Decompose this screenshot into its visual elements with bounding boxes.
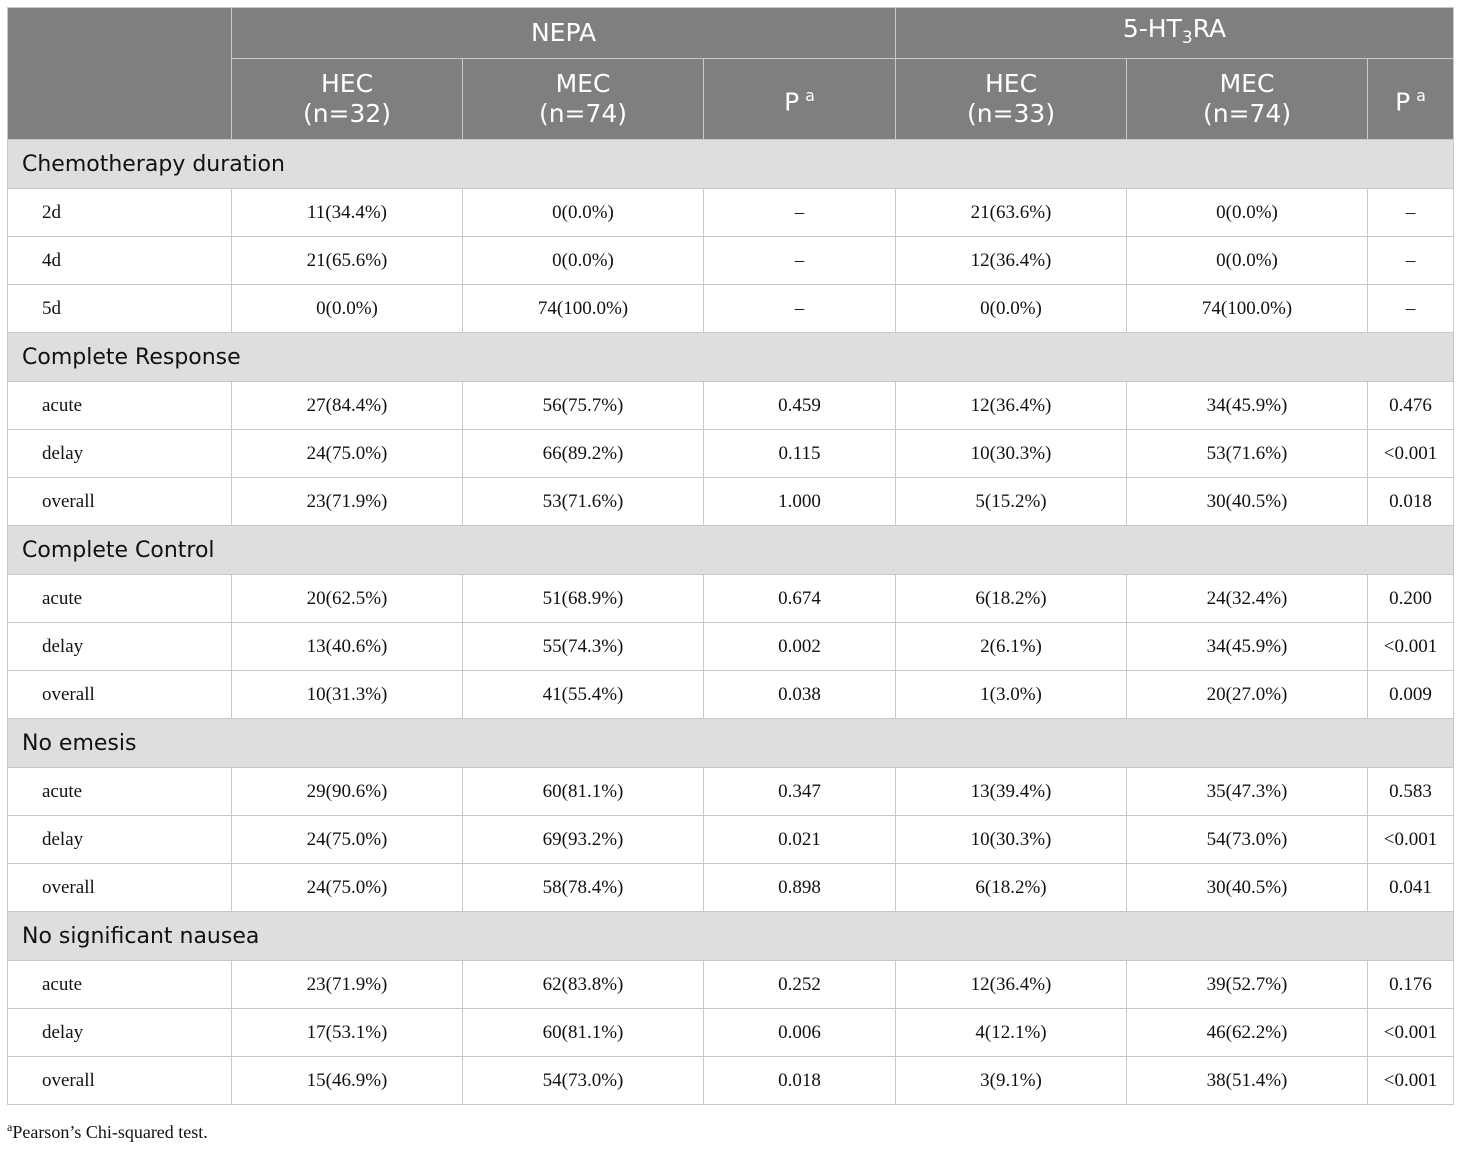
table-cell: 24(32.4%): [1127, 575, 1368, 623]
table-cell: 12(36.4%): [896, 961, 1127, 1009]
table-cell: 0.898: [704, 864, 896, 912]
table-row: [8, 189, 1454, 237]
table-cell: 0(0.0%): [463, 237, 704, 285]
table-cell: 41(55.4%): [463, 671, 704, 719]
table-cell: 0.252: [704, 961, 896, 1009]
table-row: [8, 864, 1454, 912]
table-body: [8, 140, 1454, 1105]
table-cell: –: [704, 285, 896, 333]
table-cell: 39(52.7%): [1127, 961, 1368, 1009]
table-cell: <0.001: [1368, 816, 1454, 864]
table-cell: 0.476: [1368, 382, 1454, 430]
row-label: acute: [8, 575, 232, 623]
table-cell: 58(78.4%): [463, 864, 704, 912]
table-cell: 21(63.6%): [896, 189, 1127, 237]
table-row: [8, 623, 1454, 671]
table-row: [8, 961, 1454, 1009]
col-header-5ht3ra-mec: MEC (n=74): [1127, 59, 1368, 140]
table-row: [8, 768, 1454, 816]
table-cell: 29(90.6%): [232, 768, 463, 816]
table-cell: 0(0.0%): [896, 285, 1127, 333]
table-cell: 53(71.6%): [1127, 430, 1368, 478]
table-header: [8, 8, 1454, 140]
header-group-5ht3ra: $5-HT_3RA$: [896, 8, 1454, 59]
section-row: [8, 526, 1454, 575]
table-cell: 0(0.0%): [463, 189, 704, 237]
table-cell: –: [1368, 237, 1454, 285]
table-cell: 24(75.0%): [232, 816, 463, 864]
table-row: [8, 285, 1454, 333]
table-cell: 17(53.1%): [232, 1009, 463, 1057]
table-cell: 2(6.1%): [896, 623, 1127, 671]
table-cell: 74(100.0%): [1127, 285, 1368, 333]
table-cell: 0.018: [1368, 478, 1454, 526]
table-cell: 10(31.3%): [232, 671, 463, 719]
table-cell: –: [1368, 189, 1454, 237]
table-cell: –: [704, 189, 896, 237]
table-cell: 30(40.5%): [1127, 478, 1368, 526]
row-label: acute: [8, 768, 232, 816]
header-group-nepa: NEPA: [232, 8, 896, 59]
col-header-nepa-hec: HEC (n=32): [232, 59, 463, 140]
row-label: delay: [8, 430, 232, 478]
section-title: Complete Control: [8, 526, 1454, 575]
table-cell: <0.001: [1368, 1057, 1454, 1105]
section-row: [8, 333, 1454, 382]
table-cell: 62(83.8%): [463, 961, 704, 1009]
table-cell: 6(18.2%): [896, 864, 1127, 912]
row-label: acute: [8, 961, 232, 1009]
table-cell: 53(71.6%): [463, 478, 704, 526]
table-cell: 56(75.7%): [463, 382, 704, 430]
table-cell: 0.038: [704, 671, 896, 719]
section-row: [8, 912, 1454, 961]
table-row: [8, 816, 1454, 864]
row-label: overall: [8, 1057, 232, 1105]
table-cell: 23(71.9%): [232, 961, 463, 1009]
table-cell: 35(47.3%): [1127, 768, 1368, 816]
table-cell: 60(81.1%): [463, 768, 704, 816]
col-header-5ht3ra-p: P $^a$: [1368, 59, 1454, 140]
section-title: Chemotherapy duration: [8, 140, 1454, 189]
table-cell: 5(15.2%): [896, 478, 1127, 526]
row-label: 4d: [8, 237, 232, 285]
row-label: delay: [8, 623, 232, 671]
table-cell: 55(74.3%): [463, 623, 704, 671]
table-cell: 0.459: [704, 382, 896, 430]
row-label: overall: [8, 478, 232, 526]
table-cell: 10(30.3%): [896, 430, 1127, 478]
table-row: [8, 478, 1454, 526]
table-row: [8, 671, 1454, 719]
table-cell: 3(9.1%): [896, 1057, 1127, 1105]
table-cell: 13(40.6%): [232, 623, 463, 671]
table-row: [8, 382, 1454, 430]
row-label: delay: [8, 1009, 232, 1057]
table-cell: 24(75.0%): [232, 430, 463, 478]
section-row: [8, 719, 1454, 768]
table-cell: 24(75.0%): [232, 864, 463, 912]
section-title: No emesis: [8, 719, 1454, 768]
table-cell: 0.200: [1368, 575, 1454, 623]
table-footnote: $^a$Pearson’s Chi-squared test.: [7, 1120, 208, 1142]
table-cell: 74(100.0%): [463, 285, 704, 333]
table-cell: 0.018: [704, 1057, 896, 1105]
table-cell: 11(34.4%): [232, 189, 463, 237]
table-cell: 60(81.1%): [463, 1009, 704, 1057]
table-cell: 23(71.9%): [232, 478, 463, 526]
table-cell: 54(73.0%): [463, 1057, 704, 1105]
row-label: delay: [8, 816, 232, 864]
table-cell: 69(93.2%): [463, 816, 704, 864]
table-cell: 10(30.3%): [896, 816, 1127, 864]
table-cell: 30(40.5%): [1127, 864, 1368, 912]
row-label: 5d: [8, 285, 232, 333]
table-cell: 15(46.9%): [232, 1057, 463, 1105]
col-header-nepa-mec: MEC (n=74): [463, 59, 704, 140]
table-cell: 0.041: [1368, 864, 1454, 912]
row-label: overall: [8, 671, 232, 719]
table-row: [8, 430, 1454, 478]
table-cell: 66(89.2%): [463, 430, 704, 478]
table-cell: 0(0.0%): [1127, 237, 1368, 285]
table-cell: 54(73.0%): [1127, 816, 1368, 864]
table-cell: 0.006: [704, 1009, 896, 1057]
row-label: 2d: [8, 189, 232, 237]
table-cell: 0.583: [1368, 768, 1454, 816]
col-header-nepa-p: P $^a$: [704, 59, 896, 140]
table-cell: 46(62.2%): [1127, 1009, 1368, 1057]
table-cell: –: [1368, 285, 1454, 333]
table-row: [8, 1057, 1454, 1105]
row-label: acute: [8, 382, 232, 430]
table-cell: 1(3.0%): [896, 671, 1127, 719]
row-label: overall: [8, 864, 232, 912]
table-cell: 38(51.4%): [1127, 1057, 1368, 1105]
col-header-5ht3ra-hec: HEC (n=33): [896, 59, 1127, 140]
table-cell: 0(0.0%): [232, 285, 463, 333]
table-cell: 34(45.9%): [1127, 382, 1368, 430]
section-title: Complete Response: [8, 333, 1454, 382]
table-row: [8, 237, 1454, 285]
header-corner: [8, 8, 232, 140]
table-cell: 0.009: [1368, 671, 1454, 719]
table-cell: <0.001: [1368, 623, 1454, 671]
section-row: [8, 140, 1454, 189]
table-cell: 20(62.5%): [232, 575, 463, 623]
table-cell: 1.000: [704, 478, 896, 526]
table-cell: 27(84.4%): [232, 382, 463, 430]
table-cell: 51(68.9%): [463, 575, 704, 623]
table-cell: <0.001: [1368, 430, 1454, 478]
section-title: No significant nausea: [8, 912, 1454, 961]
table-cell: 0.674: [704, 575, 896, 623]
table-cell: 0(0.0%): [1127, 189, 1368, 237]
table-cell: 12(36.4%): [896, 237, 1127, 285]
table-cell: –: [704, 237, 896, 285]
table-cell: <0.001: [1368, 1009, 1454, 1057]
table-cell: 13(39.4%): [896, 768, 1127, 816]
table-cell: 12(36.4%): [896, 382, 1127, 430]
results-table: [7, 7, 1454, 1105]
table-cell: 34(45.9%): [1127, 623, 1368, 671]
table-cell: 20(27.0%): [1127, 671, 1368, 719]
table-row: [8, 1009, 1454, 1057]
table-row: [8, 575, 1454, 623]
table-cell: 0.002: [704, 623, 896, 671]
table-cell: 21(65.6%): [232, 237, 463, 285]
table-cell: 4(12.1%): [896, 1009, 1127, 1057]
table-cell: 0.347: [704, 768, 896, 816]
table-cell: 6(18.2%): [896, 575, 1127, 623]
table-cell: 0.176: [1368, 961, 1454, 1009]
table-cell: 0.021: [704, 816, 896, 864]
table-cell: 0.115: [704, 430, 896, 478]
